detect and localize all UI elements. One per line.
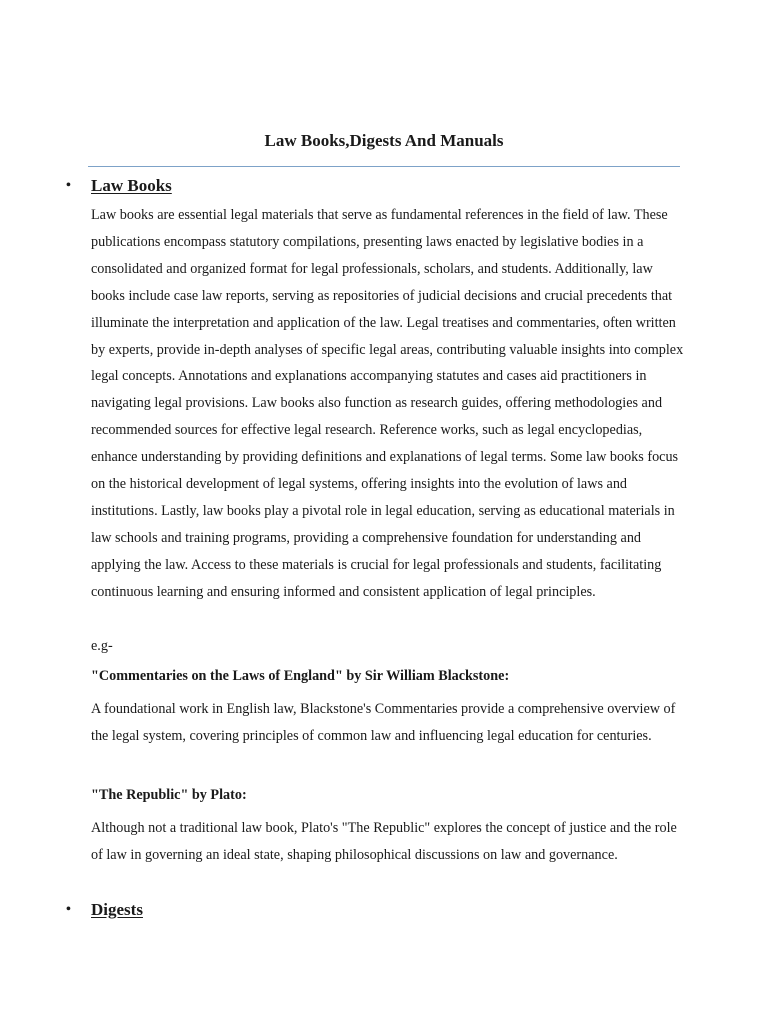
title-divider [88, 166, 680, 167]
document-title: Law Books,Digests And Manuals [264, 131, 504, 150]
example-title-blackstone: "Commentaries on the Laws of England" by Sir William Blackstone: [91, 668, 510, 684]
section-heading-text: Law Books [91, 176, 172, 195]
bullet-icon: • [66, 178, 71, 193]
example-description-republic: Although not a traditional law book, Plato's "The Republic" explores the concept of justice and the role of law in governing an ideal state, shaping philosophical discussions on law and governance. [91, 820, 677, 863]
example-description-blackstone: A foundational work in English law, Blackstone's Commentaries provide a comprehensive overview of the legal system, covering principles of common law and influencing legal education for centuries. [91, 701, 676, 744]
section-heading-text: Digests [91, 900, 143, 919]
section-heading-digests [66, 898, 686, 922]
bullet-icon: • [66, 902, 71, 917]
section-heading-law-books [66, 174, 686, 198]
law-books-paragraph: Law books are essential legal materials that serve as fundamental references in the field of law. These publications encompass statutory compilations, presenting laws enacted by legislative bodies in a consolidated and organized format for legal professionals, scholars, and students. Additionally, law books include case law reports, serving as repositories of judicial decisions and crucial precedents that illuminate the interpretation and application of the law. Legal treatises and commentaries, often written by experts, provide in-depth analyses of specific legal areas, contributing valuable insights into complex legal concepts. Annotations and explanations accompanying statutes and cases aid practitioners in navigating legal provisions. Law books also function as research guides, offering methodologies and recommended sources for effective legal research. Reference works, such as legal encyclopedias, enhance understanding by providing definitions and explanations of legal terms. Some law books focus on the historical development of legal systems, offering insights into the evolution of laws and institutions. Lastly, law books play a pivotal role in legal education, serving as educational materials in law schools and training programs, providing a comprehensive foundation for understanding and applying the law. Access to these materials is crucial for legal professionals and students, facilitating continuous learning and ensuring informed and consistent application of legal principles. [91, 207, 684, 600]
example-title-republic: "The Republic" by Plato: [91, 787, 247, 803]
example-label: e.g- [91, 638, 113, 654]
